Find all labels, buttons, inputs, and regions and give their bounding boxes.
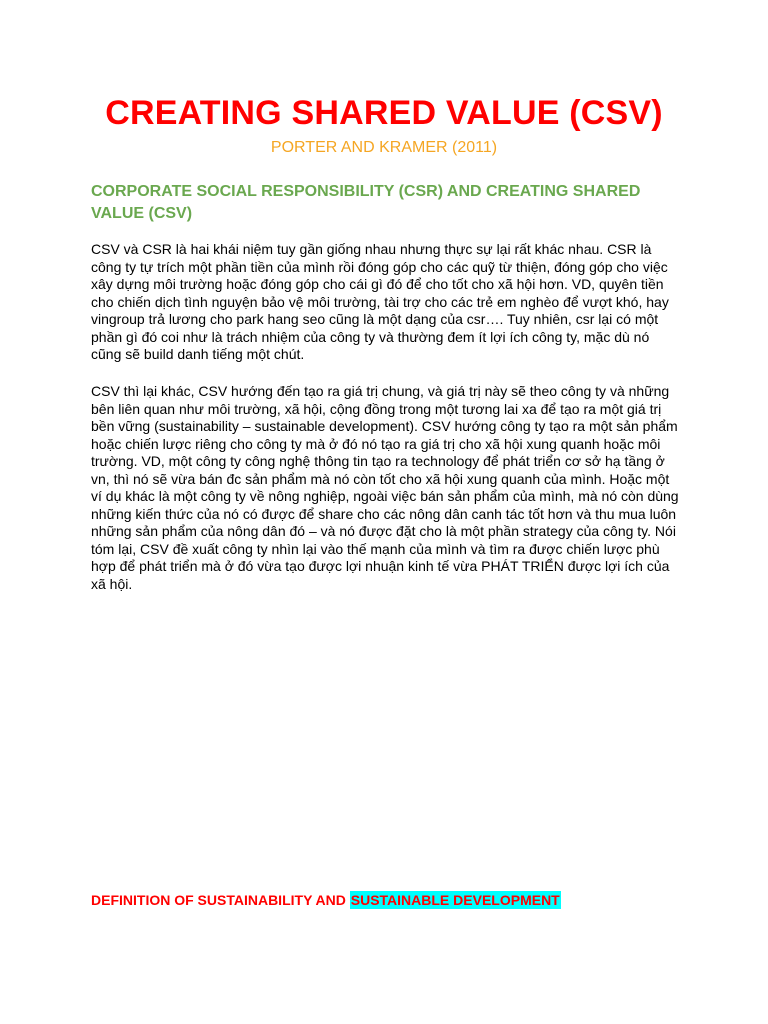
document-subtitle: PORTER AND KRAMER (2011) xyxy=(270,139,498,156)
definition-heading-highlight: SUSTAINABLE DEVELOPMENT xyxy=(350,892,560,908)
definition-heading-prefix: DEFINITION OF SUSTAINABILITY AND xyxy=(91,892,350,908)
body-paragraph-2: CSV thì lại khác, CSV hướng đến tạo ra giá trị chung, và giá trị này sẽ theo công ty và những bên liên quan như môi trường, xã hội, cộng đồng trong một tương lai xa để tạo ra một giá trị bền vững (sustainability – sustainable development). CSV hướng công ty tạo ra một sản phẩm hoặc chiến lược riêng cho công ty mà ở đó nó tạo ra giá trị cho xã hội xung quanh hoặc môi trường. VD, một công ty công nghệ thông tin tạo ra technology để phát triển cơ sở hạ tầng ở vn, thì nó sẽ vừa bán đc sản phẩm mà nó còn tốt cho xã hội xung quanh của mình. Hoặc một ví dụ khác là một công ty về nông nghiệp, ngoài việc bán sản phẩm của mình, mà nó còn dùng những kiến thức của nó có được để share cho các nông dân canh tác tốt hơn và thu mua luôn những sản phẩm của nông dân đó – và nó được đặt cho là một phần strategy của công ty. Nói tóm lại, CSV đề xuất công ty nhìn lại vào thế mạnh của mình và tìm ra được chiến lược phù hợp để phát triển mà ở đó vừa tạo được lợi nhuận kinh tế vừa PHÁT TRIỂN được lợi ích của xã hội. xyxy=(91,383,679,592)
document-title: CREATING SHARED VALUE (CSV) xyxy=(105,94,663,132)
definition-heading xyxy=(91,890,691,910)
section-heading-csr-csv: CORPORATE SOCIAL RESPONSIBILITY (CSR) AND CREATING SHARED VALUE (CSV) xyxy=(91,183,641,222)
body-paragraph-1: CSV và CSR là hai khái niệm tuy gần giống nhau nhưng thực sự lại rất khác nhau. CSR là công ty tự trích một phần tiền của mình rồi đóng góp cho các quỹ từ thiện, đóng góp cho việc xây dựng môi trường hoặc đóng góp cho cái gì đó để cho tốt cho xã hội hơn. VD, quyên tiền cho chiến dịch tình nguyện bảo vệ môi trường, tài trợ cho các trẻ em nghèo để vượt khó, hay vingroup trả lương cho park hang seo cũng là một dạng của csr…. Tuy nhiên, csr lại có một phần gì đó coi như là trách nhiệm của công ty và thường đem ít lợi ích công ty, mặc dù nó cũng sẽ build danh tiếng một chút. xyxy=(91,241,669,362)
